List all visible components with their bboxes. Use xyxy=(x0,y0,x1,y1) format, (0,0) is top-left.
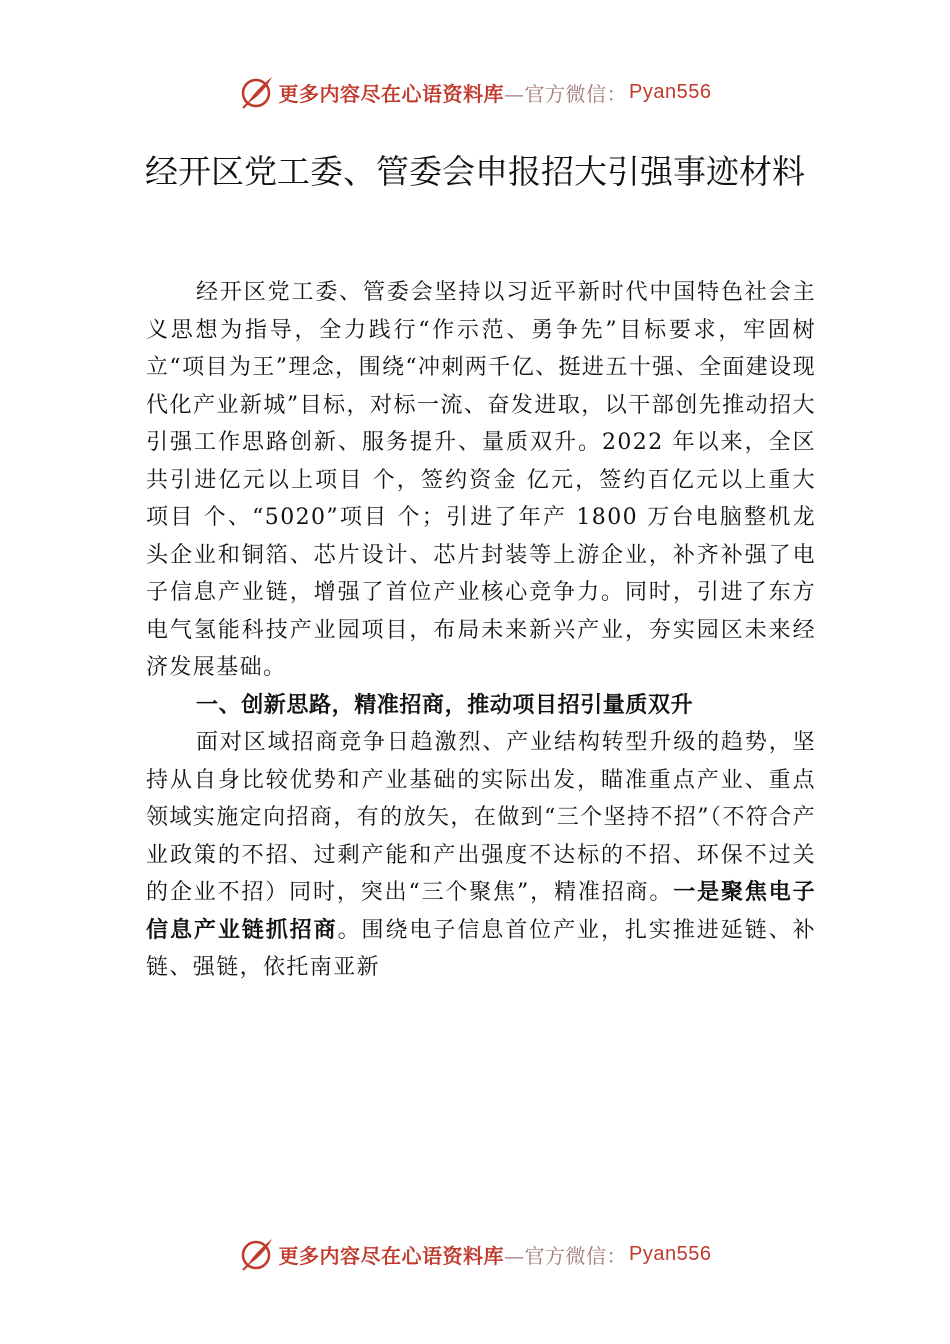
header-watermark xyxy=(0,70,950,114)
watermark-main-text: 更多内容尽在心语资料库 xyxy=(278,81,505,106)
section-1-heading: 一、创新思路，精准招商，推动项目招引量质双升 xyxy=(196,692,694,718)
section-1-tail-text: 。围绕电子信息首位产业，扎实推进延链、补链、强链，依托南亚新 xyxy=(146,917,816,980)
section-1-bold-lead: 一是聚焦电子信息产业链抓招商 xyxy=(146,880,816,943)
watermark-main-text: 更多内容尽在心语资料库 xyxy=(278,1243,505,1268)
section-1-paragraph xyxy=(146,724,816,987)
document-body xyxy=(146,274,816,987)
watermark-wechat-id: Pyan556 xyxy=(629,80,712,103)
quill-logo-icon xyxy=(239,1236,275,1272)
watermark-wechat-id: Pyan556 xyxy=(629,1242,712,1265)
watermark-sub-text: —官方微信： xyxy=(504,1243,628,1268)
intro-paragraph: 经开区党工委、管委会坚持以习近平新时代中国特色社会主义思想为指导，全力践行“作示范、勇争先”目标要求，牢固树立“项目为王”理念，围绕“冲刺两千亿、挺进五十强、全面建设现代化产业新城”目标，对标一流、奋发进取，以干部创先推动招大引强工作思路创新、服务提升、量质双升。2022 年以来，全区共引进亿元以上项目 个，签约资金 亿元，签约百亿元以上重大项目 个、“5020”项目 个；引进了年产 1800 万台电脑整机龙头企业和铜箔、芯片设计、芯片封装等上游企业，补齐补强了电子信息产业链，增强了首位产业核心竞争力。同时，引进了东方电气氢能科技产业园项目，布局未来新兴产业，夯实园区未来经济发展基础。 xyxy=(146,280,816,680)
quill-logo-icon xyxy=(239,74,275,110)
footer-watermark xyxy=(0,1232,950,1276)
section-1-body-text: 面对区域招商竞争日趋激烈、产业结构转型升级的趋势，坚持从自身比较优势和产业基础的实际出发，瞄准重点产业、重点领域实施定向招商，有的放矢，在做到“三个坚持不招”（不符合产业政策的不招、过剩产能和产出强度不达标的不招、环保不过关的企业不招）同时，突出“三个聚焦”，精准招商。 xyxy=(146,730,816,905)
document-title: 经开区党工委、管委会申报招大引强事迹材料 xyxy=(145,152,805,191)
watermark-sub-text: —官方微信： xyxy=(504,81,628,106)
